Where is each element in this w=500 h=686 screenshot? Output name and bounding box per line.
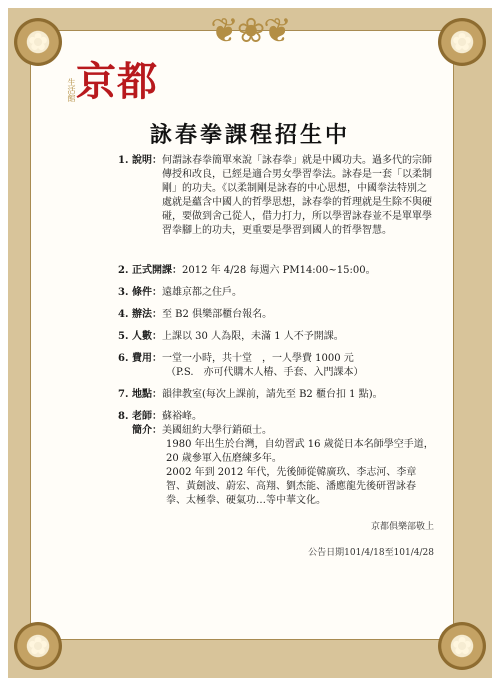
logo-subtext: 生活館 <box>67 78 76 102</box>
kyoto-logo <box>66 58 172 110</box>
item-eligibility: 3. 條件： 遠雄京都之住戶。 <box>118 287 242 298</box>
page-title: 詠春拳課程招生中 <box>149 122 350 148</box>
item-fee-note: （P.S. 亦可代購木人樁、手套、入門課本） <box>166 367 364 378</box>
corner-medallion-icon <box>438 622 486 670</box>
corner-medallion-icon <box>438 18 486 66</box>
corner-medallion-icon <box>14 18 62 66</box>
item-bio-2: 2002 年到 2012 年代，先後師從韓廣玖、李志河、李章智、黃劍波、蔚宏、高翔、劉杰能、潘應龍先後研習詠春拳、太極拳、硬氣功…等中華文化。 <box>166 467 417 506</box>
notice-date: 公告日期101/4/18至101/4/28 <box>308 548 434 558</box>
item-description: 1. 說明： 何謂詠春拳簡單來說「詠春拳」就是中國功夫。過多代的宗師傳授和改良，已經是適合男女學習拳法。詠春是一套「以柔制剛」的功夫。《以柔制剛是詠春的中心思想，中國拳法特別之處就是蘊含中國人的哲學思想，詠春拳的哲理就是生除不與硬碰，要做到舍己從人，借力打力，所以學習詠春並不是單單學習拳腳上的功夫，更重要是學習到國人的哲學智慧。 <box>118 155 432 236</box>
item-registration: 4. 辦法： 至 B2 俱樂部櫃台報名。 <box>118 309 273 320</box>
item-start-date: 2. 正式開課： 2012 年 4/28 每週六 PM14:00~15:00。 <box>118 265 376 276</box>
item-fee: 6. 費用： 一堂一小時，共十堂 ，一人學費 1000 元 <box>118 353 354 364</box>
logo-wordmark: 京都 <box>76 58 158 105</box>
corner-medallion-icon <box>14 622 62 670</box>
item-teacher: 8. 老師： 蘇裕峰。 <box>118 411 202 422</box>
closing-signature: 京都俱樂部敬上 <box>370 522 434 532</box>
top-ornament-icon: ❦❀❦ <box>210 11 290 51</box>
item-location: 7. 地點： 韻律教室(每次上課前，請先至 B2 櫃台扣 1 點)。 <box>118 389 383 400</box>
item-intro: 簡介： 美國紐約大學行銷碩士。 <box>132 425 272 436</box>
item-bio-1: 1980 年出生於台灣，自幼習武 16 歲從日本名師學空手道，20 歲參軍入伍磨練多年。 <box>166 439 434 464</box>
item-capacity: 5. 人數： 上課以 30 人為限，未滿 1 人不予開課。 <box>118 331 344 342</box>
announcement-body <box>118 154 434 560</box>
